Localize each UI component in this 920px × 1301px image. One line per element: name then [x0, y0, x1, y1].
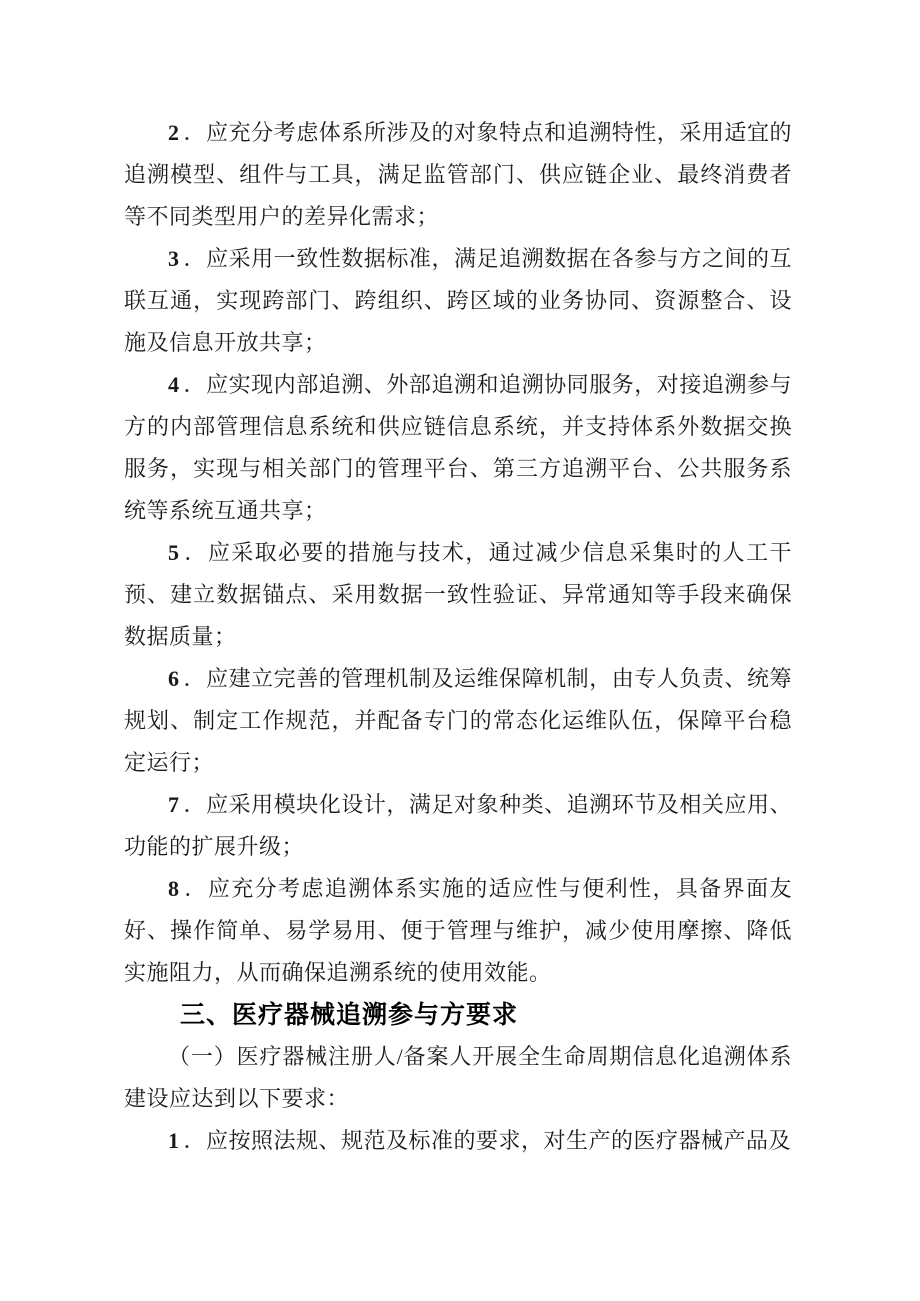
- item-number: 1: [168, 1128, 180, 1153]
- item-separator: ．: [183, 666, 207, 691]
- list-item-3: [124, 238, 792, 364]
- item-separator: ．: [183, 120, 207, 145]
- item-text: 应采用一致性数据标准，满足追溯数据在各参与方之间的互联互通，实现跨部门、跨组织、跨区域的业务协同、资源整合、设施及信息开放共享；: [124, 246, 792, 355]
- item-separator: ．: [183, 792, 207, 817]
- item-number: 7: [168, 792, 180, 817]
- item-separator: ．: [183, 1128, 207, 1153]
- list-item-7: [124, 784, 792, 868]
- item-separator: ．: [183, 246, 207, 271]
- item-text: 应充分考虑追溯体系实施的适应性与便利性，具备界面友好、操作简单、易学易用、便于管理与维护，减少使用摩擦、降低实施阻力，从而确保追溯系统的使用效能。: [124, 876, 792, 985]
- item-text: 应建立完善的管理机制及运维保障机制，由专人负责、统筹规划、制定工作规范，并配备专门的常态化运维队伍，保障平台稳定运行；: [124, 666, 792, 775]
- list-item-6: [124, 658, 792, 784]
- item-number: 3: [168, 246, 180, 271]
- item-number: 8: [168, 876, 180, 901]
- item-text: 应充分考虑体系所涉及的对象特点和追溯特性，采用适宜的追溯模型、组件与工具，满足监管部门、供应链企业、最终消费者等不同类型用户的差异化需求；: [124, 120, 792, 229]
- section-heading-3: 三、医疗器械追溯参与方要求: [180, 1001, 519, 1029]
- item-separator: ．: [183, 372, 207, 397]
- item-text: 应采取必要的措施与技术，通过减少信息采集时的人工干预、建立数据锚点、采用数据一致性验证、异常通知等手段来确保数据质量；: [124, 540, 792, 649]
- list-item-4: [124, 364, 792, 532]
- item-number: 6: [168, 666, 180, 691]
- item-number: 5: [168, 540, 180, 565]
- item-separator: ．: [183, 876, 208, 901]
- item-separator: ．: [183, 540, 208, 565]
- item-number: 2: [168, 120, 180, 145]
- list-item-1: [124, 1120, 792, 1162]
- document-content: [124, 112, 792, 1162]
- item-text: 应采用模块化设计，满足对象种类、追溯环节及相关应用、功能的扩展升级；: [124, 792, 792, 859]
- list-item-2: [124, 112, 792, 238]
- subsection-intro: （一）医疗器械注册人/备案人开展全生命周期信息化追溯体系建设应达到以下要求：: [124, 1044, 792, 1111]
- list-item-8: [124, 868, 792, 994]
- item-text: 应按照法规、规范及标准的要求，对生产的医疗器械产品及: [206, 1128, 792, 1153]
- item-text: 应实现内部追溯、外部追溯和追溯协同服务，对接追溯参与方的内部管理信息系统和供应链信息系统，并支持体系外数据交换服务，实现与相关部门的管理平台、第三方追溯平台、公共服务系统等系统互通共享；: [124, 372, 792, 523]
- list-item-5: [124, 532, 792, 658]
- item-number: 4: [168, 372, 180, 397]
